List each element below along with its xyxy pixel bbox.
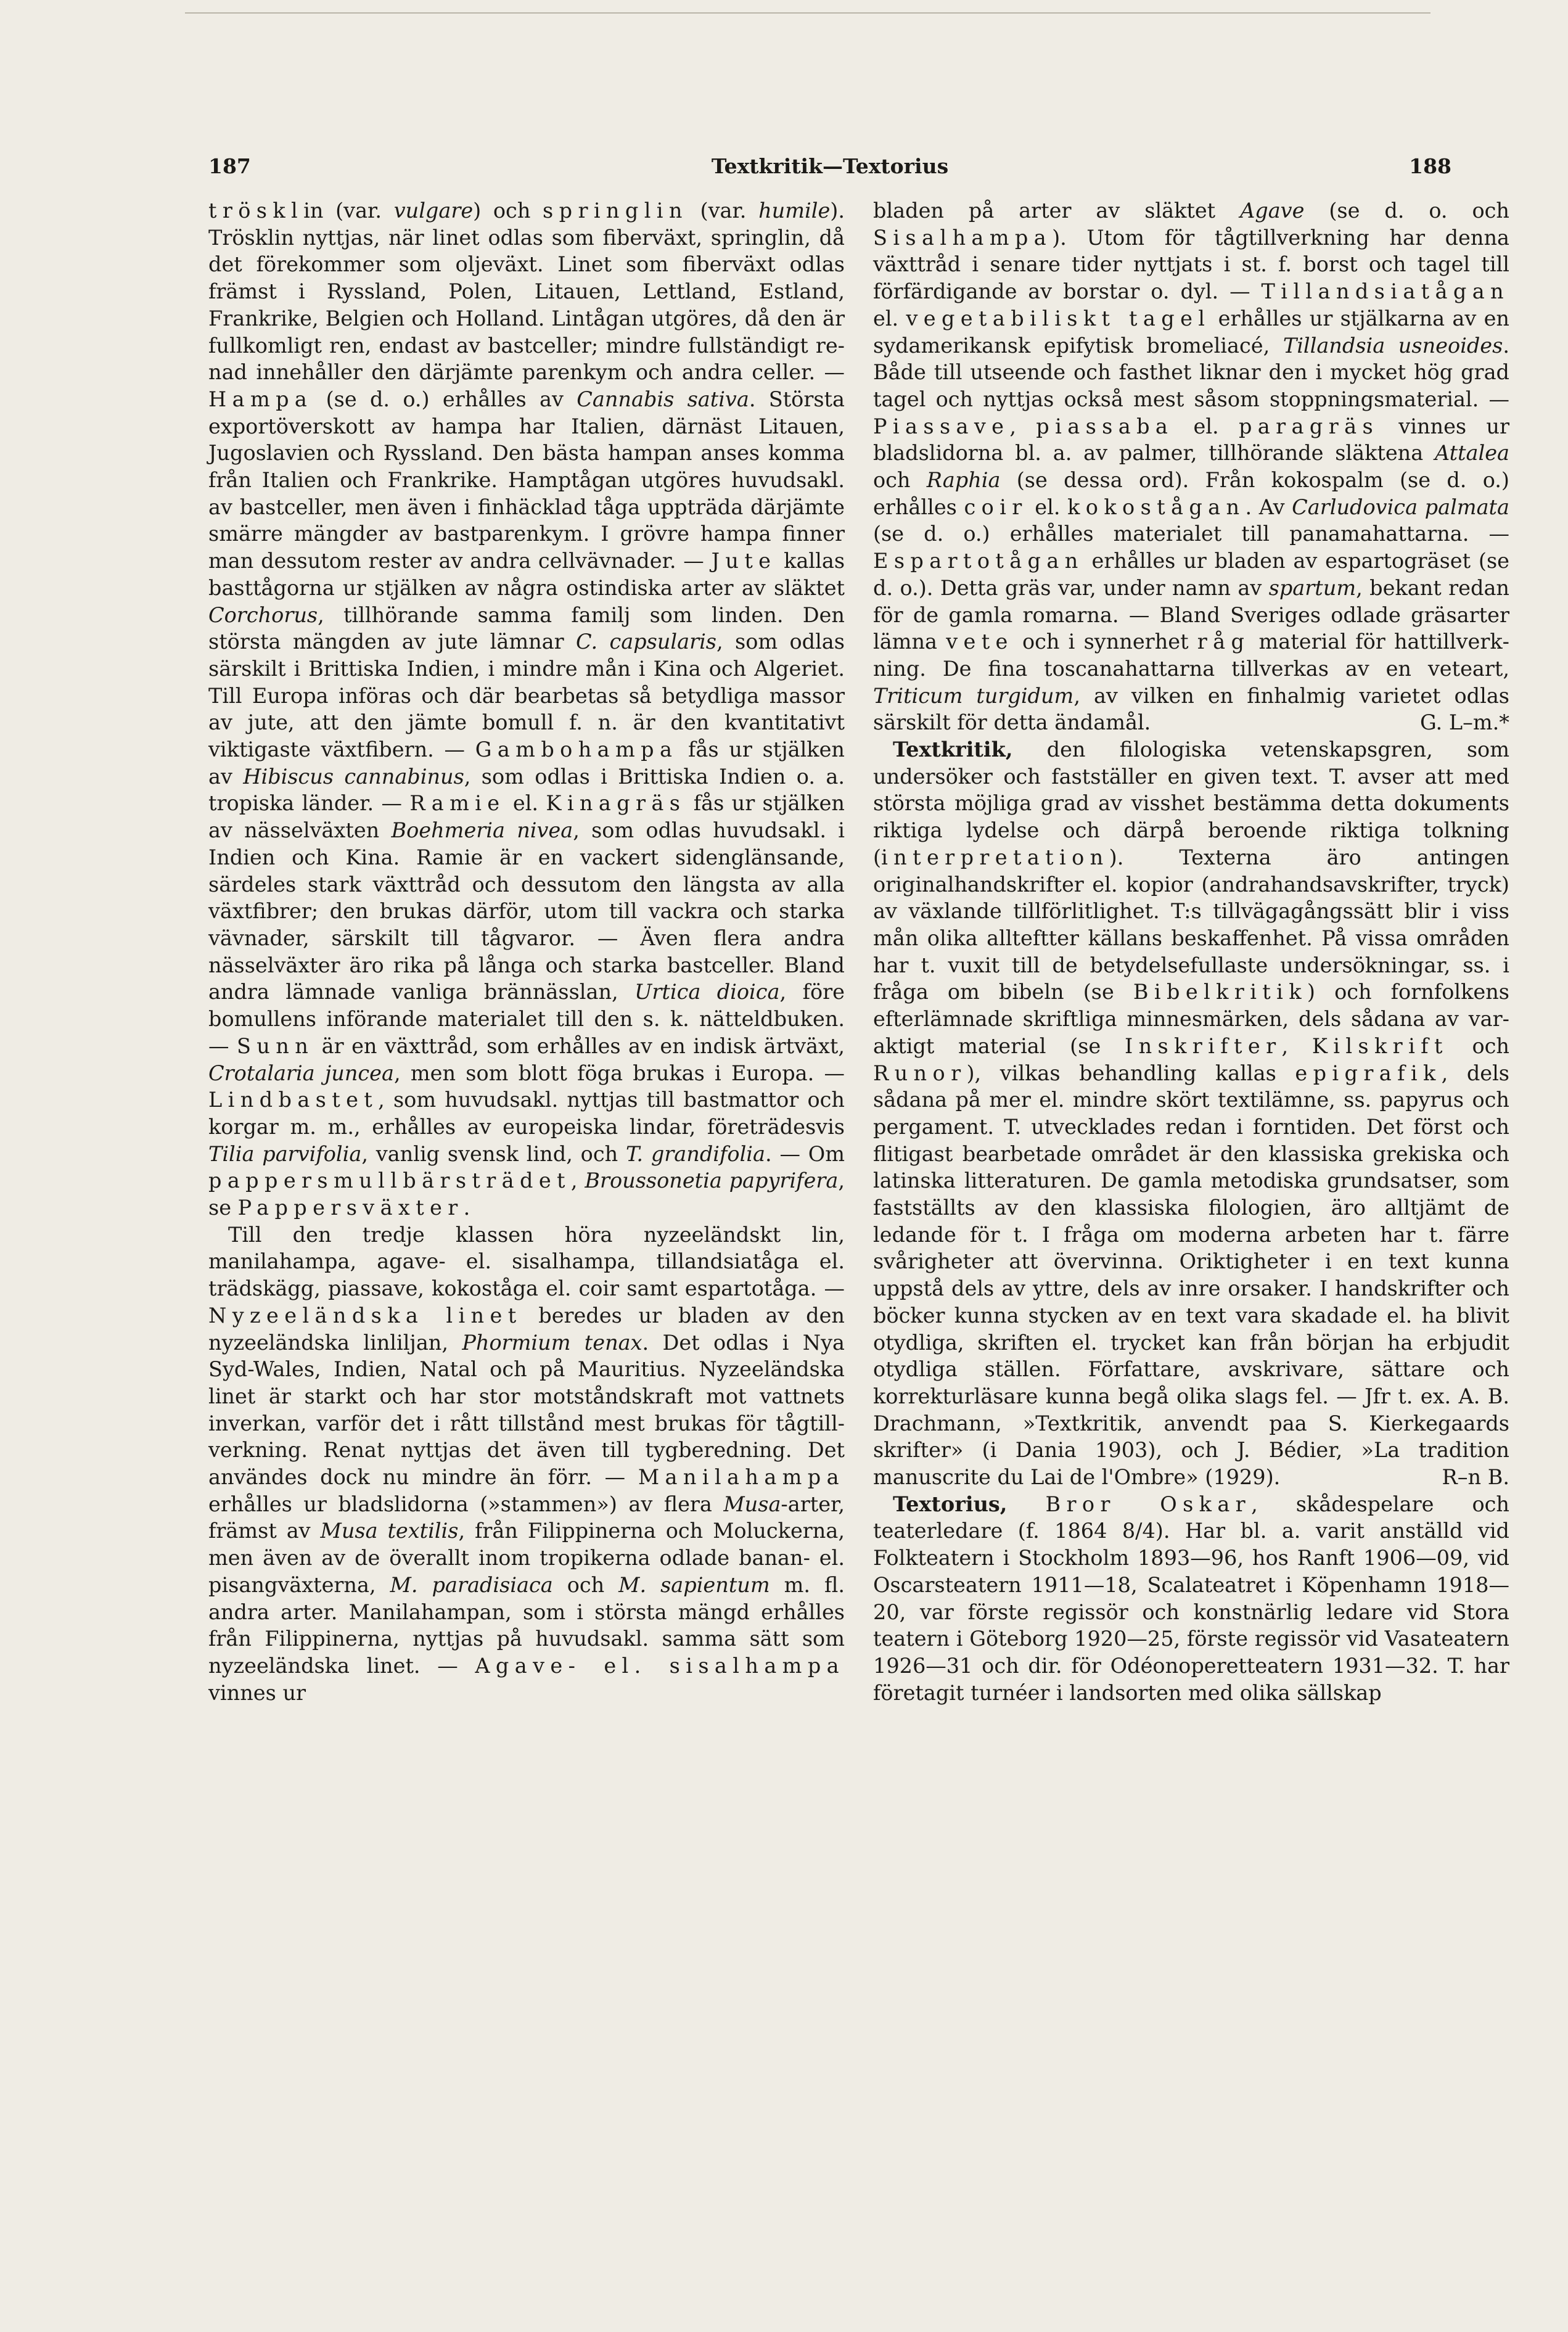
- text-run: vinnes ur: [208, 1680, 306, 1705]
- text-run: , som odlas särskilt i Brittiska Indien, i mindre mån i Kina och Algeriet. Till Europa införas och där bearbetas så betydliga massor av jute, att den jämte bomull f. n. är den kvantitativt viktigaste växtfibern. —: [208, 630, 845, 762]
- italic-term: Attalea: [1434, 441, 1509, 466]
- italic-term: Phormium tenax: [462, 1330, 642, 1355]
- paragraph: [873, 736, 1509, 1491]
- spaced-term: Ramie: [409, 791, 506, 816]
- text-run: , men som blott föga brukas i Europa. —: [393, 1061, 845, 1085]
- text-run: , se: [208, 1168, 845, 1220]
- text-run: ) och: [473, 199, 543, 223]
- text-run: erhålles ur stjälkarna av en sydamerikansk epifytisk bromeliacé,: [873, 306, 1509, 358]
- italic-term: Urtica dioica: [634, 980, 780, 1004]
- italic-term: Musa: [723, 1492, 781, 1516]
- text-run: ). Trösklin nyttjas, när linet odlas som fiberväxt, springlin, då det förekommer som oljeväxt. Linet som fiberväxt odlas främst i Ryssland, Polen, Litauen, Lettland, Estland, Frankrike, Belgien och Holland. Lintågan utgöres, då den är fullkomligt ren, endast av bastceller; mindre fullständigt renad innehåller den därjämte parenkym och andra celler. —: [208, 199, 845, 385]
- text-run: (se d. o. och: [1304, 199, 1509, 223]
- text-run: (se d. o.) erhålles materialet till panamahattarna. —: [873, 522, 1509, 546]
- text-run: kallas basttågorna ur stjälken av några ostindiska arter av släktet: [208, 549, 845, 600]
- text-run: den filologiska vetenskapsgren, som undersöker och fastställer en given text. T. avser att med största möjliga grad av visshet bestämma detta dokuments riktiga lydelse och därpå beroende riktiga tolkning (: [873, 737, 1509, 869]
- text-run: och: [1448, 1033, 1509, 1058]
- italic-term: M. sapientum: [618, 1572, 770, 1597]
- text-run: erhålles ur bladslidorna (»stammen») av flera: [208, 1492, 724, 1516]
- spaced-term: tröskl: [208, 199, 304, 223]
- spaced-term: Manilahampa: [638, 1465, 845, 1490]
- text-run: . Det odlas i Nya Syd-Wales, Indien, Natal och på Mauritius. Nyzeeländska linet är starkt och har stor motståndskraft mot vattnets inverkan, varför det i rått tillstånd mest brukas för tågtillverkning. Renat nyttjas det även till tygberedning. Det användes dock nu mindre än förr. —: [208, 1330, 845, 1490]
- italic-term: Corchorus: [208, 602, 318, 627]
- italic-term: M. paradisiaca: [390, 1572, 553, 1597]
- text-run: , som odlas i Brittiska Indien o. a. tropiska länder. —: [208, 764, 845, 816]
- text-run: [1007, 1492, 1045, 1516]
- text-run: .: [463, 1196, 470, 1220]
- italic-term: Tilia parvifolia: [208, 1141, 362, 1166]
- italic-term: C. capsularis: [576, 630, 716, 654]
- spaced-term: coir: [964, 495, 1028, 519]
- spaced-term: Runor: [873, 1061, 967, 1085]
- text-run: , vanlig svensk lind, och: [361, 1141, 626, 1166]
- paragraph: [873, 1491, 1509, 1707]
- text-run: material för hattillverkning. De fina toscanahattarna tillverkas av en veteart,: [873, 630, 1509, 681]
- page-number-left: 187: [208, 154, 251, 178]
- spaced-term: Kilskrift: [1311, 1033, 1448, 1058]
- text-run: ) och fornfolkens efterlämnade skriftliga minnesmärken, dels sådana av varaktigt material (se: [873, 980, 1509, 1058]
- italic-term: Musa textilis: [320, 1519, 459, 1543]
- italic-term: Hibiscus cannabinus: [243, 764, 464, 789]
- spaced-term: Kinagräs: [546, 791, 686, 816]
- text-run: vinnes ur bladslidorna bl. a. av palmer, tillhörande släktena: [873, 414, 1509, 466]
- spaced-term: Sisalhampa: [873, 225, 1053, 250]
- spaced-term: epigrafik: [1295, 1061, 1442, 1085]
- text-run: -arter, främst av: [208, 1492, 845, 1543]
- spaced-term: Inskrifter: [1124, 1033, 1282, 1058]
- scan-edge-rule: [185, 12, 1430, 14]
- text-run: och: [552, 1572, 619, 1597]
- text-run: . — Om: [765, 1141, 845, 1166]
- italic-term: vulgare: [393, 199, 474, 223]
- text-run: . Både till utseende och fasthet liknar den i mycket hög grad tagel och nyttjas också mest såsom stoppningsmaterial. —: [873, 333, 1509, 411]
- text-run: (se d. o.) erhålles av: [313, 387, 577, 411]
- text-run: in (var.: [303, 199, 394, 223]
- text-run: erhålles ur bladen av espartogräset (se d. o.). Detta gräs var, under namn av: [873, 549, 1509, 600]
- text-run: fås ur stjälken av: [208, 737, 845, 789]
- text-run: ), vilkas behandling kallas: [966, 1061, 1295, 1085]
- spaced-term: Hampa: [208, 387, 313, 411]
- italic-term: T. grandifolia: [625, 1141, 765, 1166]
- italic-term: humile: [758, 199, 831, 223]
- text-run: , skådespelare och teaterledare (f. 1864 8/4). Har bl. a. varit anställd vid Folkteatern i Stockholm 1893—96, hos Ranft 1906—09, vid Oscarsteatern 1911—18, Scalateatret i Köpenhamn 1918—20, var förste regissör och konstnärlig ledare vid Stora teatern i Göteborg 1920—25, förste regissör vid Vasateatern 1926—31 och dir. för Odéonoperetteatern 1931—32. T. har företagit turnéer i landsorten med olika sällskap: [873, 1492, 1509, 1705]
- spaced-term: Bror Oskar: [1045, 1492, 1252, 1516]
- spaced-term: paragräs: [1238, 414, 1379, 438]
- column-right: [873, 197, 1509, 2294]
- entry-headword: Textorius,: [893, 1492, 1008, 1516]
- spaced-term: Lindbastet: [208, 1088, 379, 1112]
- text-run: el.: [1173, 414, 1239, 438]
- italic-term: spartum: [1268, 575, 1357, 600]
- text-run: , av vilken en finhalmig varietet odlas särskilt för detta ändamål.: [873, 683, 1509, 735]
- text-run: , som odlas huvudsakl. i Indien och Kina. Ramie är en vackert sidenglänsande, särdeles stark växttråd och dessutom den längsta av alla växtfibrer; den brukas därför, utom till vackra och starka vävnader, särskilt till tågvaror. — Även flera andra nässelväxter äro rika på långa och starka bastceller. Bland andra lämnade vanliga brännässlan,: [208, 818, 845, 1004]
- text-run: , dels sådana på mer el. mindre skört textilämne, ss. papyrus och pergament. T. utvecklades redan i forntiden. Det först och flitigast bearbetade området är den klassiska grekiska och latinska litteraturen. De gamla metodiska grundsatser, som fastställts av den klassiska filologien, äro alltjämt de ledande för t. I fråga om moderna arbeten har t. färre svårigheter att övervinna. Oriktigheter i en text kunna uppstå dels av yttre, dels av inre orsaker. I handskrifter och böcker kunna stycken av en text vara skadade el. ha blivit otydliga, skriften el. trycket kan från början ha erbjudit otydliga ställen. Författare, avskrivare, sättare och korrekturläsare kunna begå olika slags fel. — Jfr t. ex. A. B. Drachmann, »Textkritik, anvendt paa S. Kierkegaards skrifter» (i Dania 1903), och J. Bédier, »La tradition manuscrite du Lai de l'Ombre» (1929).: [873, 1061, 1510, 1490]
- italic-term: Cannabis sativa: [577, 387, 749, 411]
- text-run: bladen på arter av släktet: [873, 199, 1241, 223]
- page-number-right: 188: [1409, 154, 1451, 178]
- spaced-term: Pappersväxter: [237, 1196, 464, 1220]
- text-run: . Av: [1245, 495, 1292, 519]
- text-run: el.: [873, 306, 906, 331]
- page-header: [208, 154, 1451, 185]
- text-run: fås ur stjälken av nässelväxten: [208, 791, 845, 843]
- italic-term: Tillandsia usneoides: [1283, 333, 1503, 358]
- spaced-term: Bibelkritik: [1133, 980, 1307, 1004]
- italic-term: Broussonetia papyrifera: [585, 1168, 839, 1193]
- spaced-term: Agave- el. sisalhampa: [475, 1653, 845, 1678]
- text-run: är en växttråd, som erhålles av en indisk ärtväxt,: [314, 1033, 845, 1058]
- spaced-term: Piassave: [873, 414, 1010, 438]
- text-run: el.: [505, 791, 546, 816]
- spaced-term: Jute: [711, 549, 777, 573]
- text-run: el.: [1027, 495, 1068, 519]
- spaced-term: vegetabiliskt tagel: [906, 306, 1211, 331]
- text-run: , före bomullens införande materialet till den s. k. nätteldbuken. —: [208, 980, 845, 1058]
- italic-term: Agave: [1240, 199, 1305, 223]
- italic-term: Crotalaria juncea: [208, 1061, 394, 1085]
- entry-headword: Textkritik,: [893, 737, 1013, 762]
- spaced-term: Nyzeeländska linet: [208, 1303, 522, 1328]
- text-run: och i synnerhet: [1013, 630, 1197, 654]
- spaced-term: Gambohampa: [475, 737, 678, 762]
- paragraph: [873, 197, 1509, 736]
- author-signature: G. L–m.*: [1419, 710, 1509, 735]
- text-run: (se dessa ord). Från kokospalm (se d. o.) erhålles: [873, 468, 1509, 519]
- paragraph: [208, 197, 845, 1221]
- text-run: ). Texterna äro antingen originalhandskrifter el. kopior (andrahandsavskrifter, tryck) av växlande tillförlitlighet. T:s tillvägagångssätt blir i viss mån olika allteftter källans beskaffenhet. På vissa områden har t. vuxit till de betydelsefullaste undersökningar, ss. i fråga om bibeln (se: [873, 845, 1509, 1004]
- text-run: , tillhörande samma familj som linden. Den största mängden av jute lämnar: [208, 602, 845, 654]
- spaced-term: Espartotågan: [873, 549, 1084, 573]
- spaced-term: pappersmullbärsträdet: [208, 1168, 571, 1193]
- text-run: beredes ur bladen av den nyzeeländska linliljan,: [208, 1303, 845, 1355]
- running-title: Textkritik—Textorius: [711, 154, 949, 178]
- text-run: ). Utom för tågtillverkning har denna växttråd i senare tider nyttjats i st. f. borst och tagel till förfärdigande av borstar o. dyl. —: [873, 225, 1509, 304]
- spaced-term: springlin: [543, 199, 688, 223]
- paragraph: [208, 1221, 845, 1707]
- spaced-term: Sunn: [236, 1033, 314, 1058]
- spaced-term: piassaba: [1036, 414, 1174, 438]
- italic-term: Triticum turgidum: [873, 683, 1074, 708]
- text-run: Till den tredje klassen höra nyzeeländskt lin, manilahampa, agave- el. sisalhampa, tillandsiatåga el. trädskägg, piassave, kokoståga el. coir samt espartotåga. —: [208, 1222, 845, 1301]
- text-run: ,: [1009, 414, 1036, 438]
- italic-term: Boehmeria nivea: [391, 818, 573, 843]
- text-run: (var.: [688, 199, 759, 223]
- text-run: m. fl. andra arter. Manilahampan, som i största mängd erhålles från Filippinerna, nyttjas på huvudsakl. samma sätt som nyzeeländska linet. —: [208, 1572, 845, 1678]
- spaced-term: kokostågan: [1067, 495, 1246, 519]
- spaced-term: vete: [946, 630, 1014, 654]
- text-run: , som huvudsakl. nyttjas till bastmattor och korgar m. m., erhålles av europeiska lindar, företrädesvis: [208, 1088, 845, 1139]
- text-run: , från Filippinerna och Moluckerna, men även av de överallt inom tropikerna odlade banan- el. pisangväxterna,: [208, 1519, 845, 1597]
- text-run: och: [873, 468, 927, 493]
- text-run: ,: [570, 1168, 585, 1193]
- spaced-term: interpretation: [881, 845, 1109, 869]
- text-run: , bekant redan för de gamla romarna. — Bland Sveriges odlade gräsarter lämna: [873, 575, 1509, 654]
- italic-term: Carludovica palmata: [1292, 495, 1509, 519]
- text-run: . Största exportöverskott av hampa har Italien, därnäst Litauen, Jugoslavien och Ryssland. Den bästa hampan anses komma från Italien och Frankrike. Hamptågan utgöres huvudsakl. av bastceller, men även i finhäcklad tåga uppträda därjämte smärre mängder av bastparenkym. I grövre hampa finner man dessutom rester av andra cellvävnader. —: [208, 387, 845, 573]
- spaced-term: Tillandsiatågan: [1261, 279, 1509, 304]
- column-left: [208, 197, 845, 2294]
- spaced-term: råg: [1197, 630, 1250, 654]
- italic-term: Raphia: [926, 468, 1001, 493]
- text-run: ,: [1281, 1033, 1312, 1058]
- author-signature: R–n B.: [1442, 1465, 1509, 1490]
